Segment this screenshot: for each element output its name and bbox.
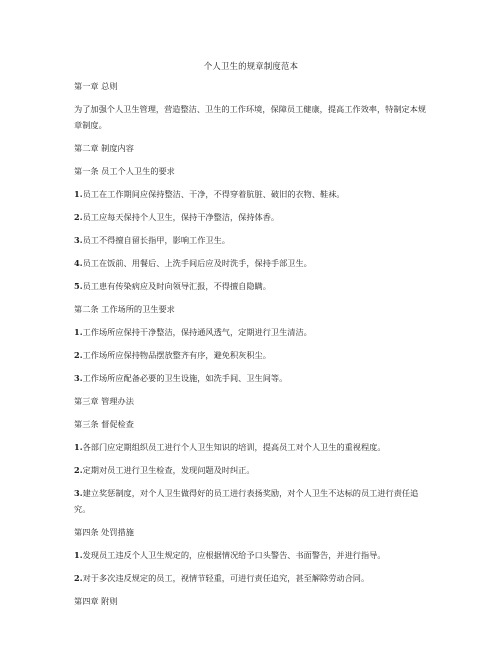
article-heading: 第一条 员工个人卫生的要求 — [74, 166, 175, 176]
document-title: 个人卫生的规章制度范本 — [203, 61, 299, 71]
list-item: 2.工作场所应保持物品摆放整齐有序，避免积灰积尘。 — [74, 350, 271, 360]
list-item: 1.工作场所应保持干净整洁，保持通风透气，定期进行卫生清洁。 — [74, 327, 312, 337]
list-item: 4.员工在饭前、用餐后、上洗手间后应及时洗手，保持手部卫生。 — [74, 258, 312, 268]
list-item: 2.员工应每天保持个人卫生，保持干净整洁，保持体香。 — [74, 212, 280, 222]
article-heading: 第二条 工作场所的卫生要求 — [74, 304, 175, 314]
article-heading: 第四条 处罚措施 — [74, 527, 134, 537]
list-item: 1.员工在工作期间应保持整洁、干净，不得穿着肮脏、破旧的衣物、鞋袜。 — [74, 189, 345, 199]
article-heading: 第三条 督促检查 — [74, 419, 134, 429]
chapter-heading: 第三章 管理办法 — [74, 396, 134, 406]
document-body — [74, 78, 430, 616]
chapter-heading: 第二章 制度内容 — [74, 143, 134, 153]
list-item: 2.对于多次违反规定的员工，视情节轻重，可进行责任追究，甚至解除劳动合同。 — [74, 573, 370, 583]
chapter-heading: 第一章 总则 — [74, 81, 118, 91]
list-item: 5.员工患有传染病应及时向领导汇报，不得擅自隐瞒。 — [74, 281, 271, 291]
list-item: 2.定期对员工进行卫生检查，发现问题及时纠正。 — [74, 465, 255, 475]
list-item: 3.建立奖惩制度，对个人卫生做得好的员工进行表扬奖励，对个人卫生不达标的员工进行责任追究。 — [74, 488, 419, 514]
paragraph: 为了加强个人卫生管理，营造整洁、卫生的工作环境，保障员工健康，提高工作效率，特制定本规章制度。 — [74, 104, 427, 130]
chapter-heading: 第四章 附则 — [74, 596, 118, 606]
list-item: 1.发现员工违反个人卫生规定的，应根据情况给予口头警告、书面警告，并进行指导。 — [74, 550, 386, 560]
list-item: 3.员工不得擅自留长指甲，影响工作卫生。 — [74, 235, 230, 245]
list-item: 1.各部门应定期组织员工进行个人卫生知识的培训，提高员工对个人卫生的重视程度。 — [74, 442, 386, 452]
list-item: 3.工作场所应配备必要的卫生设施，如洗手间、卫生间等。 — [74, 373, 288, 383]
